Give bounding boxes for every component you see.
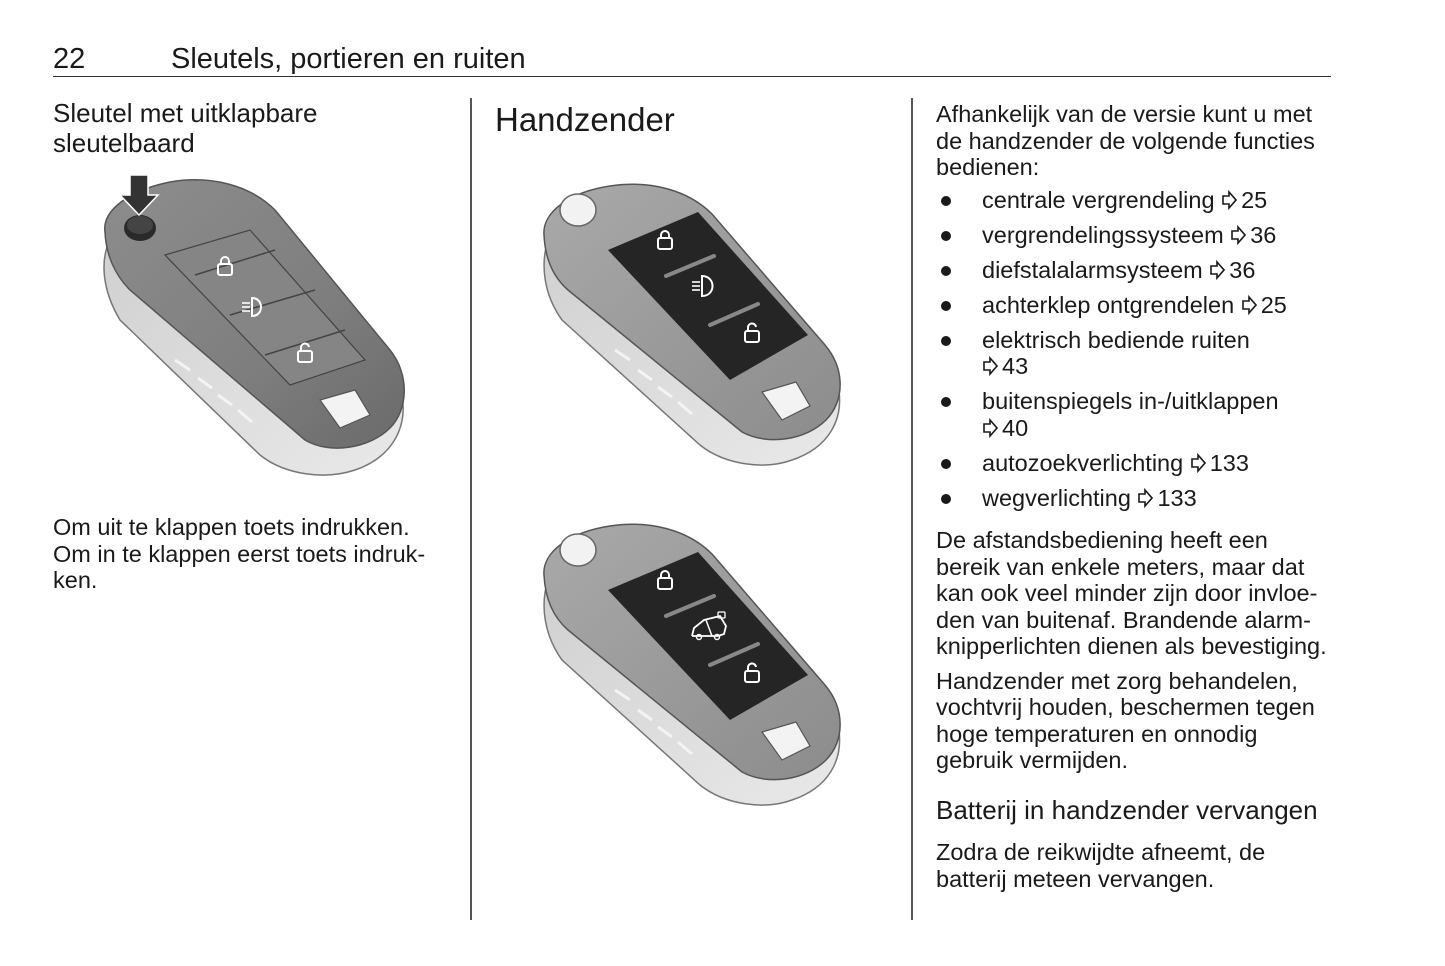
bullet-icon — [941, 397, 951, 407]
folding-key-figure — [90, 170, 420, 490]
column-remote — [495, 100, 890, 140]
range-paragraph: De afstandsbediening heeft een bereik van enkele meters, maar dat kan ook veel minder zijn door invloe- den van buitenaf. Brandende alarm- knipperlichten dienen als bevestiging. — [936, 527, 1327, 659]
reference-arrow-icon — [982, 356, 998, 376]
reference-arrow-icon — [1209, 260, 1225, 280]
folding-key-text: Om uit te klappen toets indrukken. Om in te klappen eerst toets indruk- ken. — [53, 514, 426, 593]
battery-paragraph: Zodra de reikwijdte afneemt, de batterij meteen vervangen. — [936, 839, 1266, 892]
folding-key-heading: Sleutel met uitklapbare sleutelbaard — [53, 98, 318, 158]
column-folding-key — [53, 98, 448, 158]
bullet-icon — [941, 231, 951, 241]
page-reference-link[interactable]: 133 — [1137, 485, 1196, 511]
page-reference-link[interactable]: 133 — [1190, 450, 1249, 476]
reference-arrow-icon — [1137, 488, 1153, 508]
page-reference-link[interactable]: 25 — [1241, 292, 1287, 318]
reference-arrow-icon — [1241, 295, 1257, 315]
battery-heading: Batterij in handzender vervangen — [936, 795, 1318, 825]
bullet-icon — [941, 266, 951, 276]
reference-arrow-icon — [982, 418, 998, 438]
page-reference-link[interactable]: 40 — [982, 415, 1028, 441]
chapter-title: Sleutels, portieren en ruiten — [171, 43, 526, 75]
column-divider-2 — [911, 98, 913, 920]
folding-key-instructions — [53, 514, 448, 594]
column-divider-1 — [470, 98, 472, 920]
list-item: diefstalalarmsysteem 36 — [936, 257, 1336, 284]
page-number: 22 — [53, 43, 86, 75]
remote-headlight-figure — [530, 180, 850, 480]
list-item: wegverlichting 133 — [936, 485, 1336, 512]
list-item: centrale vergrendeling 25 — [936, 187, 1336, 214]
functions-list — [936, 187, 1336, 512]
reference-arrow-icon — [1230, 225, 1246, 245]
remote-heading: Handzender — [495, 101, 675, 138]
functions-intro: Afhankelijk van de versie kunt u met de handzender de volgende functies bedienen: — [936, 101, 1315, 180]
page-reference-link[interactable]: 36 — [1230, 222, 1276, 248]
reference-arrow-icon — [1190, 453, 1206, 473]
list-item: autozoekverlichting 133 — [936, 450, 1336, 477]
bullet-icon — [941, 301, 951, 311]
range-section — [936, 527, 1336, 774]
list-item: vergrendelingssysteem 36 — [936, 222, 1336, 249]
reference-arrow-icon — [1221, 190, 1237, 210]
page-reference-link[interactable]: 36 — [1209, 257, 1255, 283]
remote-tailgate-figure — [530, 520, 850, 820]
page-reference-link[interactable]: 25 — [1221, 187, 1267, 213]
bullet-icon — [941, 196, 951, 206]
list-item: achterklep ontgrendelen 25 — [936, 292, 1336, 319]
care-paragraph: Handzender met zorg behandelen, vochtvrij houden, beschermen tegen hoge temperaturen en onnodig gebruik vermijden. — [936, 667, 1315, 773]
column-remote-functions — [936, 101, 1336, 520]
bullet-icon — [941, 494, 951, 504]
battery-section — [936, 795, 1336, 892]
page-header — [53, 40, 1331, 77]
list-item: buitenspiegels in-/uitklappen 40 — [936, 388, 1336, 441]
bullet-icon — [941, 459, 951, 469]
page-reference-link[interactable]: 43 — [982, 353, 1028, 379]
bullet-icon — [941, 336, 951, 346]
list-item: elektrisch bediende ruiten 43 — [936, 327, 1336, 380]
